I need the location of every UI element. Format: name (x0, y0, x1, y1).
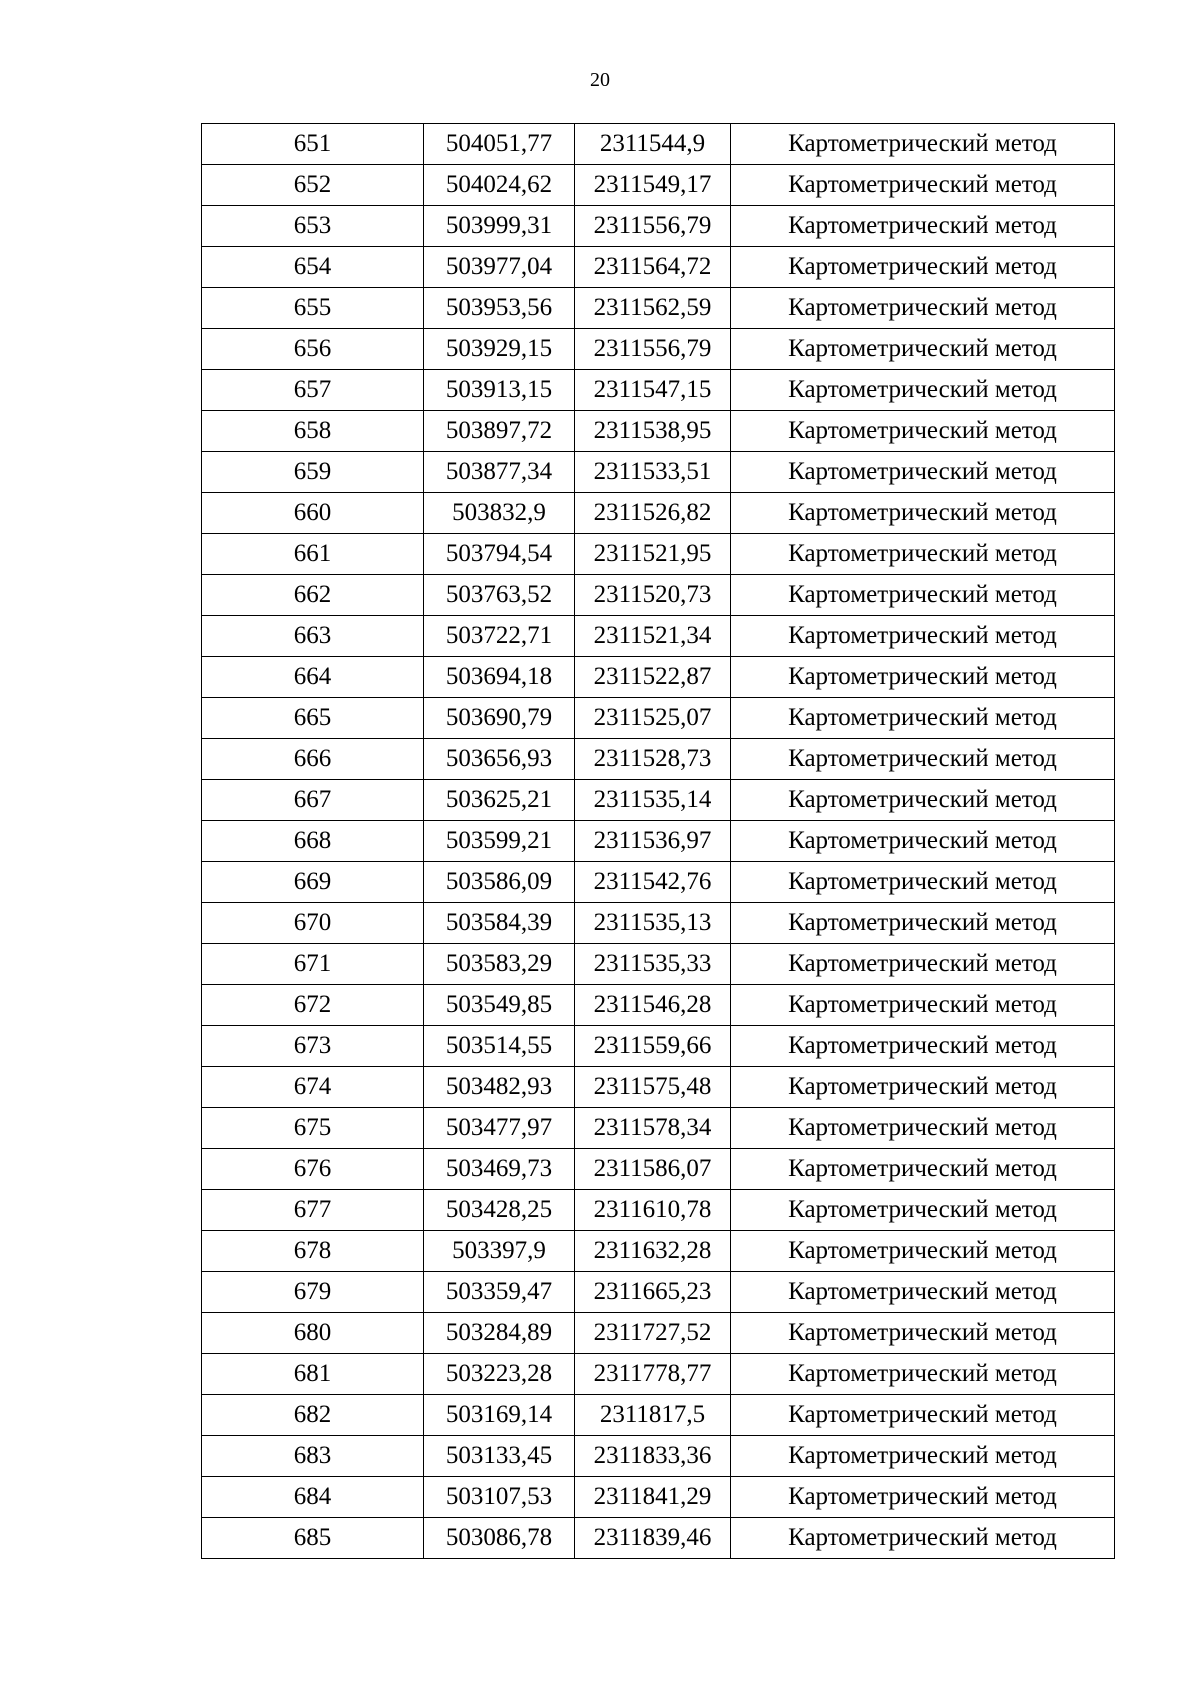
method-cell: Картометрический метод (731, 985, 1115, 1026)
x-coordinate-cell: 503169,14 (424, 1395, 575, 1436)
table-row (202, 739, 1115, 780)
method-cell: Картометрический метод (731, 575, 1115, 616)
method-cell: Картометрический метод (731, 329, 1115, 370)
table-row (202, 1313, 1115, 1354)
point-number-cell: 653 (202, 206, 424, 247)
table-row (202, 1231, 1115, 1272)
y-coordinate-cell: 2311556,79 (575, 329, 731, 370)
method-cell: Картометрический метод (731, 739, 1115, 780)
table-row (202, 534, 1115, 575)
point-number-cell: 684 (202, 1477, 424, 1518)
method-cell: Картометрический метод (731, 1354, 1115, 1395)
point-number-cell: 661 (202, 534, 424, 575)
x-coordinate-cell: 503897,72 (424, 411, 575, 452)
table-row (202, 657, 1115, 698)
method-cell: Картометрический метод (731, 1395, 1115, 1436)
point-number-cell: 658 (202, 411, 424, 452)
point-number-cell: 665 (202, 698, 424, 739)
point-number-cell: 673 (202, 1026, 424, 1067)
point-number-cell: 676 (202, 1149, 424, 1190)
y-coordinate-cell: 2311521,34 (575, 616, 731, 657)
table-row (202, 903, 1115, 944)
table-row (202, 575, 1115, 616)
table-row (202, 370, 1115, 411)
point-number-cell: 671 (202, 944, 424, 985)
x-coordinate-cell: 503477,97 (424, 1108, 575, 1149)
point-number-cell: 672 (202, 985, 424, 1026)
point-number-cell: 660 (202, 493, 424, 534)
method-cell: Картометрический метод (731, 657, 1115, 698)
point-number-cell: 655 (202, 288, 424, 329)
x-coordinate-cell: 503086,78 (424, 1518, 575, 1559)
y-coordinate-cell: 2311546,28 (575, 985, 731, 1026)
y-coordinate-cell: 2311839,46 (575, 1518, 731, 1559)
method-cell: Картометрический метод (731, 247, 1115, 288)
x-coordinate-cell: 503999,31 (424, 206, 575, 247)
x-coordinate-cell: 503877,34 (424, 452, 575, 493)
y-coordinate-cell: 2311533,51 (575, 452, 731, 493)
page-number: 20 (590, 69, 610, 91)
y-coordinate-cell: 2311535,14 (575, 780, 731, 821)
method-cell: Картометрический метод (731, 534, 1115, 575)
x-coordinate-cell: 503929,15 (424, 329, 575, 370)
point-number-cell: 666 (202, 739, 424, 780)
x-coordinate-cell: 503428,25 (424, 1190, 575, 1231)
method-cell: Картометрический метод (731, 124, 1115, 165)
x-coordinate-cell: 503482,93 (424, 1067, 575, 1108)
table-row (202, 288, 1115, 329)
x-coordinate-cell: 503107,53 (424, 1477, 575, 1518)
method-cell: Картометрический метод (731, 1026, 1115, 1067)
y-coordinate-cell: 2311542,76 (575, 862, 731, 903)
y-coordinate-cell: 2311562,59 (575, 288, 731, 329)
x-coordinate-cell: 503223,28 (424, 1354, 575, 1395)
y-coordinate-cell: 2311544,9 (575, 124, 731, 165)
table-row (202, 165, 1115, 206)
method-cell: Картометрический метод (731, 370, 1115, 411)
method-cell: Картометрический метод (731, 206, 1115, 247)
table-row (202, 1190, 1115, 1231)
table-row (202, 1067, 1115, 1108)
method-cell: Картометрический метод (731, 903, 1115, 944)
y-coordinate-cell: 2311578,34 (575, 1108, 731, 1149)
x-coordinate-cell: 503549,85 (424, 985, 575, 1026)
x-coordinate-cell: 504024,62 (424, 165, 575, 206)
x-coordinate-cell: 503397,9 (424, 1231, 575, 1272)
point-number-cell: 678 (202, 1231, 424, 1272)
y-coordinate-cell: 2311632,28 (575, 1231, 731, 1272)
table-row (202, 1477, 1115, 1518)
point-number-cell: 656 (202, 329, 424, 370)
y-coordinate-cell: 2311556,79 (575, 206, 731, 247)
point-number-cell: 679 (202, 1272, 424, 1313)
method-cell: Картометрический метод (731, 452, 1115, 493)
point-number-cell: 654 (202, 247, 424, 288)
table-row (202, 247, 1115, 288)
x-coordinate-cell: 503469,73 (424, 1149, 575, 1190)
y-coordinate-cell: 2311536,97 (575, 821, 731, 862)
x-coordinate-cell: 503656,93 (424, 739, 575, 780)
point-number-cell: 669 (202, 862, 424, 903)
point-number-cell: 675 (202, 1108, 424, 1149)
method-cell: Картометрический метод (731, 698, 1115, 739)
method-cell: Картометрический метод (731, 411, 1115, 452)
table-row (202, 985, 1115, 1026)
x-coordinate-cell: 503625,21 (424, 780, 575, 821)
method-cell: Картометрический метод (731, 493, 1115, 534)
method-cell: Картометрический метод (731, 1108, 1115, 1149)
table-row (202, 452, 1115, 493)
point-number-cell: 651 (202, 124, 424, 165)
y-coordinate-cell: 2311575,48 (575, 1067, 731, 1108)
point-number-cell: 664 (202, 657, 424, 698)
method-cell: Картометрический метод (731, 1190, 1115, 1231)
method-cell: Картометрический метод (731, 780, 1115, 821)
x-coordinate-cell: 503913,15 (424, 370, 575, 411)
point-number-cell: 663 (202, 616, 424, 657)
y-coordinate-cell: 2311586,07 (575, 1149, 731, 1190)
table-row (202, 780, 1115, 821)
point-number-cell: 677 (202, 1190, 424, 1231)
method-cell: Картометрический метод (731, 165, 1115, 206)
y-coordinate-cell: 2311841,29 (575, 1477, 731, 1518)
point-number-cell: 680 (202, 1313, 424, 1354)
y-coordinate-cell: 2311538,95 (575, 411, 731, 452)
method-cell: Картометрический метод (731, 1313, 1115, 1354)
x-coordinate-cell: 503953,56 (424, 288, 575, 329)
method-cell: Картометрический метод (731, 616, 1115, 657)
table-row (202, 329, 1115, 370)
table-row (202, 1272, 1115, 1313)
x-coordinate-cell: 503586,09 (424, 862, 575, 903)
x-coordinate-cell: 503722,71 (424, 616, 575, 657)
point-number-cell: 662 (202, 575, 424, 616)
y-coordinate-cell: 2311778,77 (575, 1354, 731, 1395)
table-row (202, 862, 1115, 903)
point-number-cell: 683 (202, 1436, 424, 1477)
method-cell: Картометрический метод (731, 1149, 1115, 1190)
method-cell: Картометрический метод (731, 862, 1115, 903)
y-coordinate-cell: 2311727,52 (575, 1313, 731, 1354)
method-cell: Картометрический метод (731, 1436, 1115, 1477)
y-coordinate-cell: 2311547,15 (575, 370, 731, 411)
x-coordinate-cell: 503599,21 (424, 821, 575, 862)
table-row (202, 821, 1115, 862)
y-coordinate-cell: 2311526,82 (575, 493, 731, 534)
table-row (202, 1149, 1115, 1190)
y-coordinate-cell: 2311817,5 (575, 1395, 731, 1436)
table-row (202, 1026, 1115, 1067)
y-coordinate-cell: 2311564,72 (575, 247, 731, 288)
coordinates-table (201, 123, 1115, 1559)
x-coordinate-cell: 503359,47 (424, 1272, 575, 1313)
y-coordinate-cell: 2311535,33 (575, 944, 731, 985)
table-row (202, 124, 1115, 165)
table-row (202, 1395, 1115, 1436)
table-row (202, 206, 1115, 247)
table-row (202, 1518, 1115, 1559)
table-row (202, 1354, 1115, 1395)
x-coordinate-cell: 503977,04 (424, 247, 575, 288)
point-number-cell: 668 (202, 821, 424, 862)
y-coordinate-cell: 2311610,78 (575, 1190, 731, 1231)
point-number-cell: 685 (202, 1518, 424, 1559)
y-coordinate-cell: 2311528,73 (575, 739, 731, 780)
table-row (202, 616, 1115, 657)
method-cell: Картометрический метод (731, 1272, 1115, 1313)
method-cell: Картометрический метод (731, 288, 1115, 329)
y-coordinate-cell: 2311549,17 (575, 165, 731, 206)
x-coordinate-cell: 503583,29 (424, 944, 575, 985)
method-cell: Картометрический метод (731, 1067, 1115, 1108)
x-coordinate-cell: 503133,45 (424, 1436, 575, 1477)
y-coordinate-cell: 2311535,13 (575, 903, 731, 944)
y-coordinate-cell: 2311559,66 (575, 1026, 731, 1067)
method-cell: Картометрический метод (731, 1518, 1115, 1559)
point-number-cell: 681 (202, 1354, 424, 1395)
table-row (202, 698, 1115, 739)
point-number-cell: 674 (202, 1067, 424, 1108)
x-coordinate-cell: 503584,39 (424, 903, 575, 944)
y-coordinate-cell: 2311520,73 (575, 575, 731, 616)
x-coordinate-cell: 503763,52 (424, 575, 575, 616)
point-number-cell: 652 (202, 165, 424, 206)
point-number-cell: 657 (202, 370, 424, 411)
y-coordinate-cell: 2311522,87 (575, 657, 731, 698)
y-coordinate-cell: 2311833,36 (575, 1436, 731, 1477)
x-coordinate-cell: 503284,89 (424, 1313, 575, 1354)
y-coordinate-cell: 2311665,23 (575, 1272, 731, 1313)
x-coordinate-cell: 503514,55 (424, 1026, 575, 1067)
point-number-cell: 682 (202, 1395, 424, 1436)
x-coordinate-cell: 503832,9 (424, 493, 575, 534)
method-cell: Картометрический метод (731, 1477, 1115, 1518)
method-cell: Картометрический метод (731, 944, 1115, 985)
point-number-cell: 667 (202, 780, 424, 821)
x-coordinate-cell: 503794,54 (424, 534, 575, 575)
point-number-cell: 659 (202, 452, 424, 493)
point-number-cell: 670 (202, 903, 424, 944)
y-coordinate-cell: 2311525,07 (575, 698, 731, 739)
table-row (202, 493, 1115, 534)
table-row (202, 411, 1115, 452)
y-coordinate-cell: 2311521,95 (575, 534, 731, 575)
x-coordinate-cell: 504051,77 (424, 124, 575, 165)
table-row (202, 1436, 1115, 1477)
method-cell: Картометрический метод (731, 1231, 1115, 1272)
table-row (202, 1108, 1115, 1149)
method-cell: Картометрический метод (731, 821, 1115, 862)
table-row (202, 944, 1115, 985)
x-coordinate-cell: 503694,18 (424, 657, 575, 698)
coordinates-table-body (202, 124, 1115, 1559)
x-coordinate-cell: 503690,79 (424, 698, 575, 739)
